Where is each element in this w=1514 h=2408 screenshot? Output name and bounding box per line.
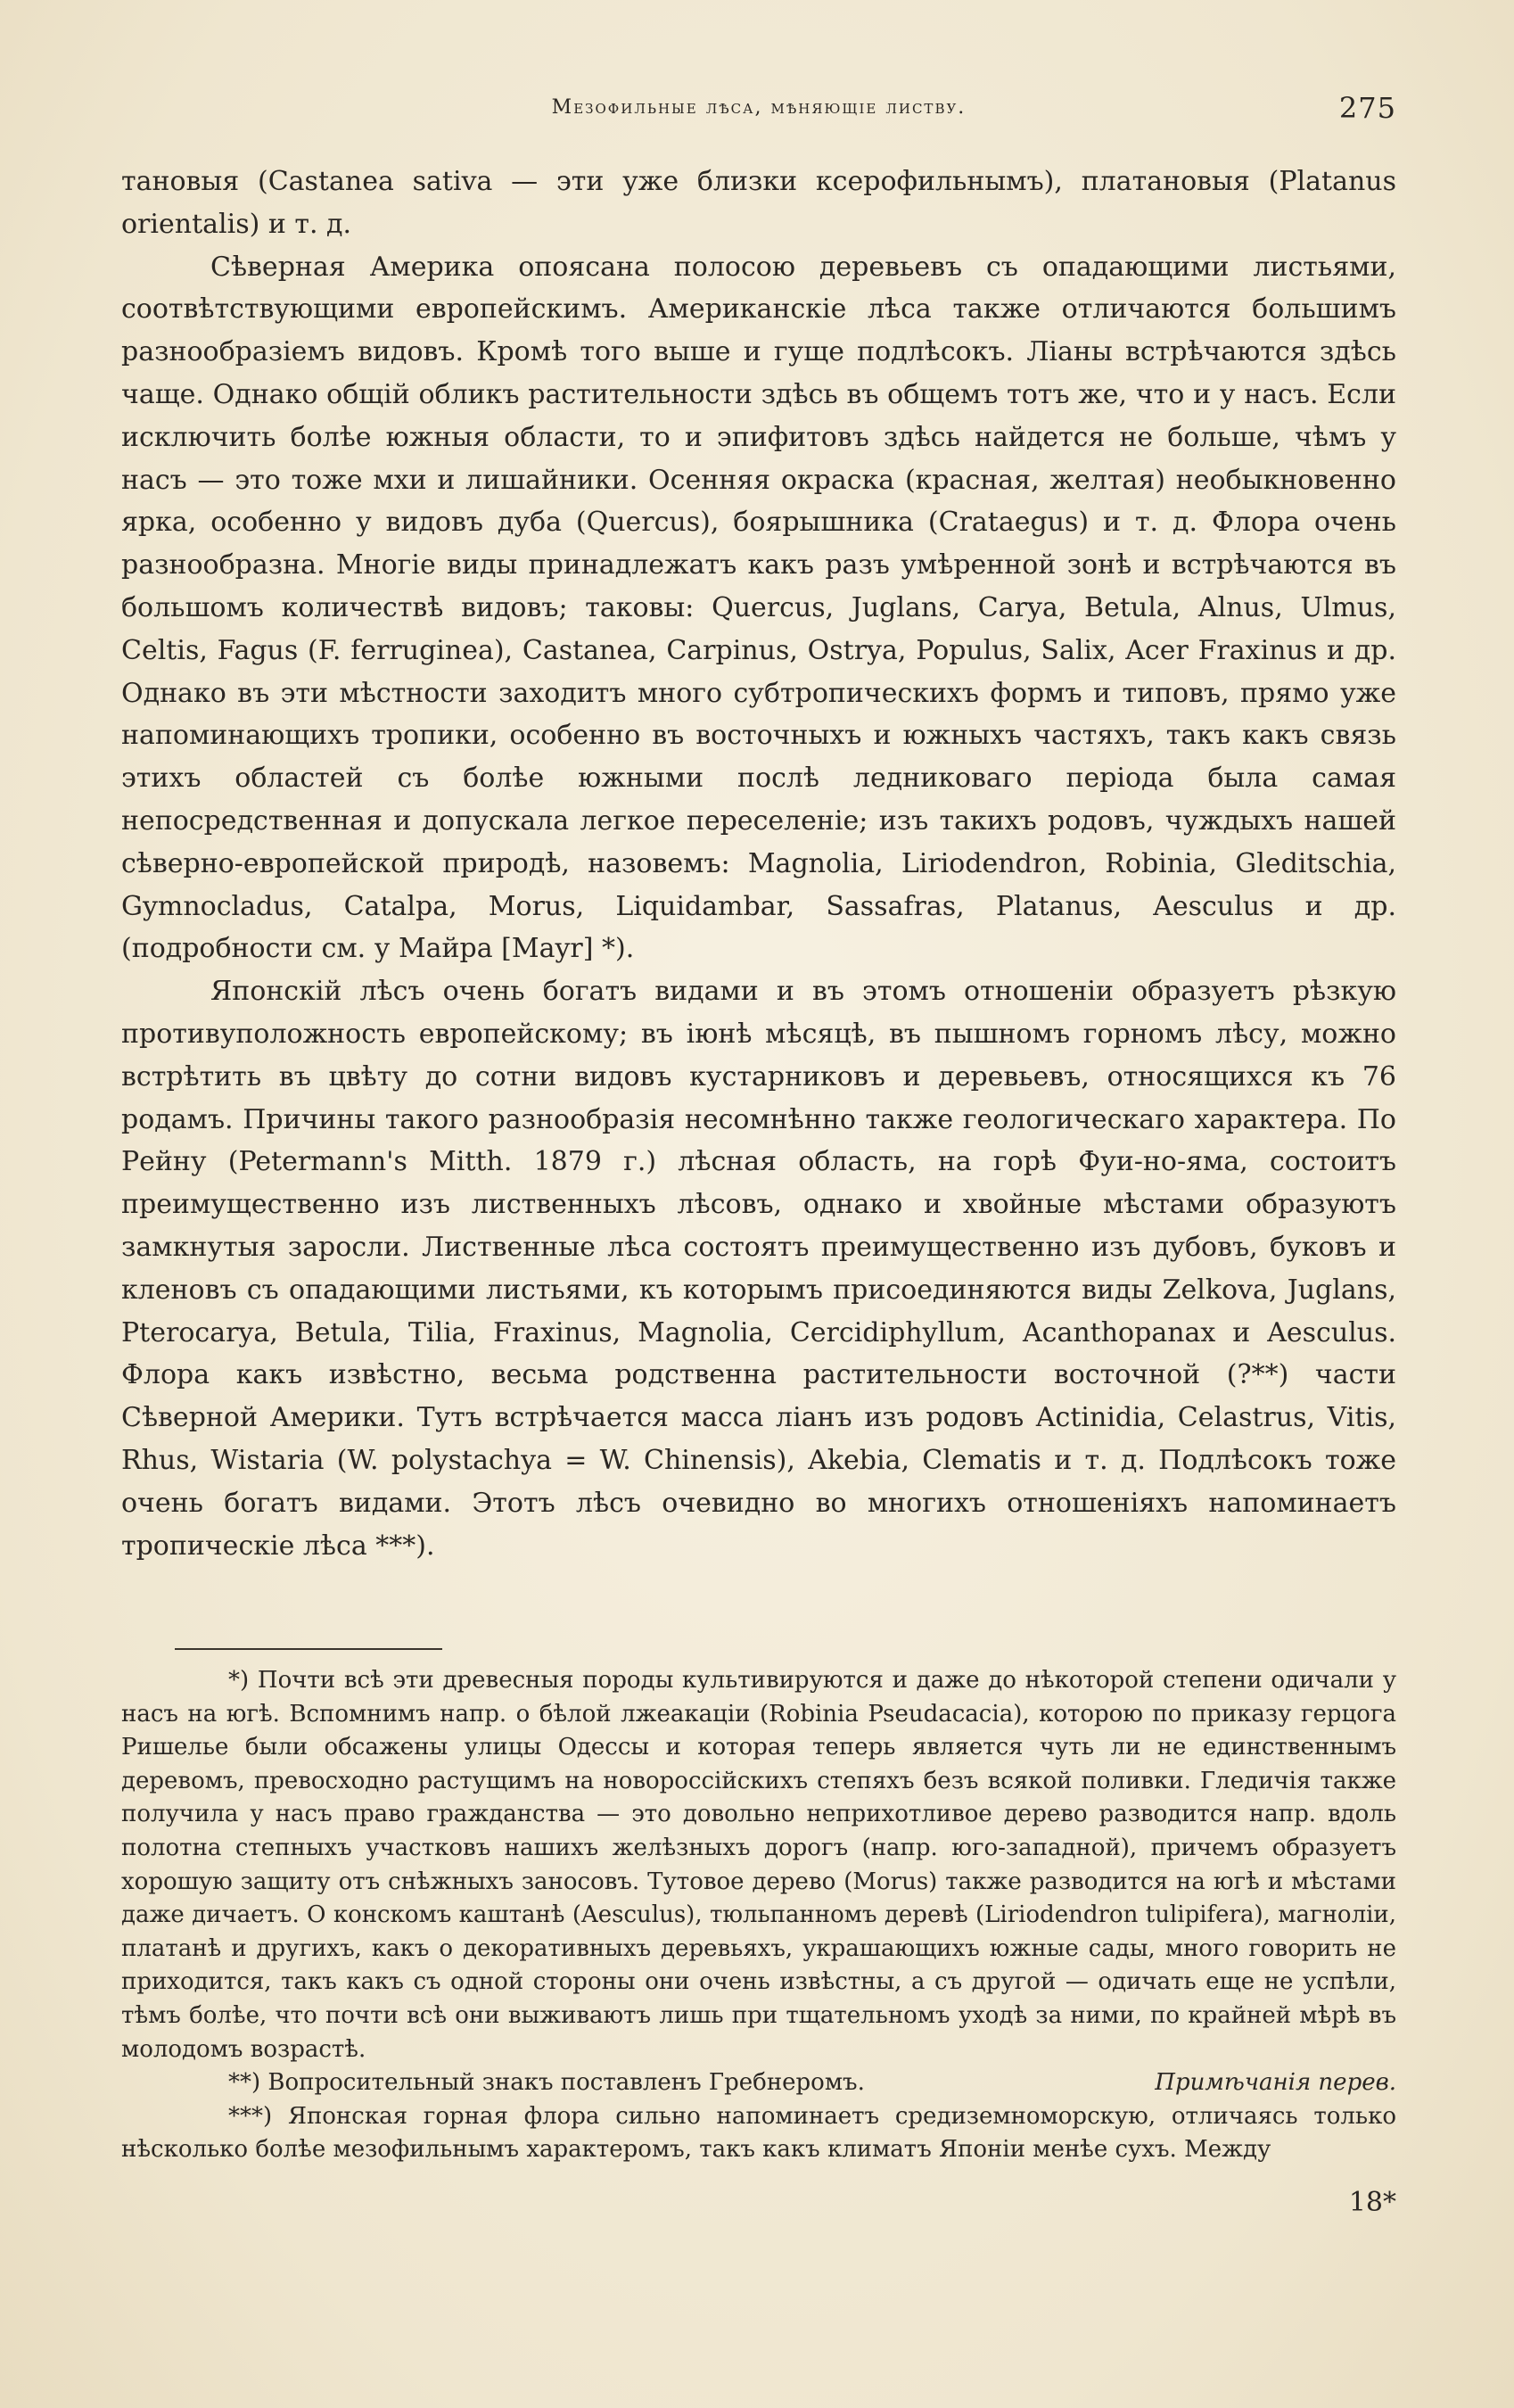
- paragraph-continuation: тановыя (Castanea sativa — эти уже близки ксерофильнымъ), платановыя (Platanus orientalis) и т. д.: [121, 166, 1396, 240]
- footnote-1: *) Почти всѣ эти древесныя породы культивируются и даже до нѣкоторой степени одичали у насъ на югѣ. Вспомнимъ напр. о бѣлой лжеакаціи (Robinia Pseudacacia), которою по приказу герцога Ришелье были обсажены улицы Одессы и которая теперь является чуть ли не единственнымъ деревомъ, превосходно растущимъ на новороссійскихъ степяхъ безъ всякой поливки. Гледичія также получила у насъ право гражданства — это довольно неприхотливое дерево разводится напр. вдоль полотна степныхъ участковъ нашихъ желѣзныхъ дорогъ (напр. юго-западной), причемъ образуетъ хорошую защиту отъ снѣжныхъ заносовъ. Тутовое дерево (Morus) также разводится на югѣ и мѣстами даже дичаетъ. О конскомъ каштанѣ (Aesculus), тюльпанномъ деревѣ (Liriodendron tulipifera), магноліи, платанѣ и другихъ, какъ о декоративныхъ деревьяхъ, украшающихъ южные сады, много говорить не приходится, такъ какъ съ одной стороны они очень извѣстны, а съ другой — одичать еще не успѣли, тѣмъ болѣе, что почти всѣ они выживаютъ лишь при тщательномъ уходѣ за ними, по крайней мѣрѣ въ молодомъ возрастѣ.: [121, 1667, 1396, 2063]
- footnote-2: [121, 2066, 1396, 2100]
- footnote-2-text: **) Вопросительный знакъ поставленъ Гребнеромъ.: [228, 2069, 865, 2097]
- paragraph-japanese-forest: Японскій лѣсъ очень богатъ видами и въ этомъ отношеніи образуетъ рѣзкую противуположность европейскому; въ іюнѣ мѣсяцѣ, въ пышномъ горномъ лѣсу, можно встрѣтить въ цвѣту до сотни видовъ кустарниковъ и деревьевъ, относящихся къ 76 родамъ. Причины такого разнообразія несомнѣнно также геологическаго характера. По Рейну (Petermann's Mitth. 1879 г.) лѣсная область, на горѣ Фуи-но-яма, состоитъ преимущественно изъ лиственныхъ лѣсовъ, однако и хвойные мѣстами образуютъ замкнутыя заросли. Лиственные лѣса состоятъ преимущественно изъ дубовъ, буковъ и кленовъ съ опадающими листьями, къ которымъ присоединяются виды Zelkova, Juglans, Pterocarya, Betula, Tilia, Fraxinus, Magnolia, Cercidiphyllum, Acanthopanax и Aesculus. Флора какъ извѣстно, весьма родственна растительности восточной (?**) части Сѣверной Америки. Тутъ встрѣчается масса ліанъ изъ родовъ Actinidia, Celastrus, Vitis, Rhus, Wistaria (W. polystachya = W. Chinensis), Akebia, Clematis и т. д. Подлѣсокъ тоже очень богатъ видами. Этотъ лѣсъ очевидно во многихъ отношеніяхъ напоминаетъ тропическіе лѣса ***).: [121, 976, 1396, 1562]
- footnotes: [121, 1664, 1396, 2167]
- sheet-signature-mark: 18*: [1348, 2187, 1396, 2218]
- footnote-divider: [175, 1648, 442, 1650]
- page-header: [121, 91, 1396, 136]
- footnote-3: ***) Японская горная флора сильно напоминаетъ средиземноморскую, отличаясь только нѣсколько болѣе мезофильнымъ характеромъ, такъ какъ климатъ Японіи менѣе сухъ. Между: [121, 2102, 1396, 2164]
- main-text: [121, 161, 1396, 1567]
- page-number: 275: [1338, 91, 1396, 125]
- running-title: Мезофильные лѣса, мѣняющіе листву.: [551, 96, 967, 119]
- translator-notes-label: Примѣчанія перев.: [1155, 2069, 1396, 2097]
- paragraph-north-america: Сѣверная Америка опоясана полосою деревьевъ съ опадающими листьями, соотвѣтствующими европейскимъ. Американскіе лѣса также отличаются большимъ разнообразіемъ видовъ. Кромѣ того выше и гуще подлѣсокъ. Ліаны встрѣчаются здѣсь чаще. Однако общій обликъ растительности здѣсь въ общемъ тотъ же, что и у насъ. Если исключить болѣе южныя области, то и эпифитовъ здѣсь найдется не больше, чѣмъ у насъ — это тоже мхи и лишайники. Осенняя окраска (красная, желтая) необыкновенно ярка, особенно у видовъ дуба (Quercus), боярышника (Crataegus) и т. д. Флора очень разнообразна. Многіе виды принадлежатъ какъ разъ умѣренной зонѣ и встрѣчаются въ большомъ количествѣ видовъ; таковы: Quercus, Juglans, Carya, Betula, Alnus, Ulmus, Celtis, Fagus (F. ferruginea), Castanea, Carpinus, Ostrya, Populus, Salix, Acer Fraxinus и др. Однако въ эти мѣстности заходитъ много субтропическихъ формъ и типовъ, прямо уже напоминающихъ тропики, особенно въ восточныхъ и южныхъ частяхъ, такъ какъ связь этихъ областей съ болѣе южными послѣ ледниковаго періода была самая непосредственная и допускала легкое переселеніе; изъ такихъ родовъ, чуждыхъ нашей сѣверно-европейской природѣ, назовемъ: Magnolia, Liriodendron, Robinia, Gleditschia, Gymnocladus, Catalpa, Morus, Liquidambar, Sassafras, Platanus, Aesculus и др. (подробности см. у Майра [Mayr] *).: [121, 251, 1396, 965]
